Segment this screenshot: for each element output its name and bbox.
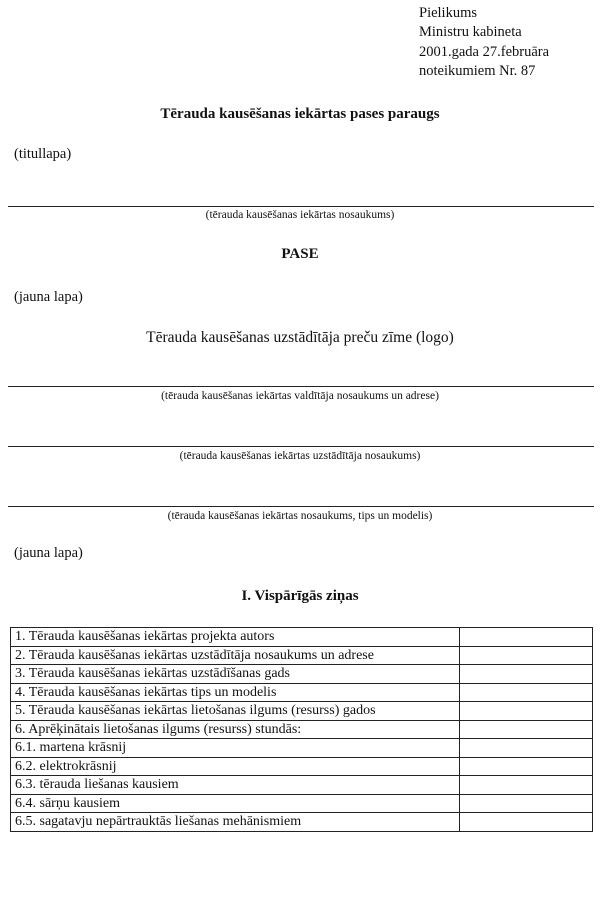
model-caption: (tērauda kausēšanas iekārtas nosaukums, tips un modelis) [167,510,433,522]
table-row [11,702,593,721]
general-info-table [10,627,593,832]
row-label: 2. Tērauda kausēšanas iekārtas uzstādītāja nosaukums un adrese [11,646,460,665]
title-page-note: (titullapa) [14,146,72,162]
table-row [11,739,593,758]
annex-line: Pielikums [419,5,478,21]
table-row [11,628,593,647]
equipment-name-caption: (tērauda kausēšanas iekārtas nosaukums) [205,209,395,221]
fill-line [8,386,594,387]
new-page-note: (jauna lapa) [14,289,83,305]
row-label: 5. Tērauda kausēšanas iekārtas lietošanas ilgums (resurss) gados [11,702,460,721]
annex-line: 2001.gada 27.februāra [419,43,550,60]
row-value[interactable] [460,683,593,702]
row-label: 1. Tērauda kausēšanas iekārtas projekta autors [11,628,460,647]
row-label: 3. Tērauda kausēšanas iekārtas uzstādīšanas gads [11,665,460,684]
row-value[interactable] [460,646,593,665]
table-row [11,665,593,684]
row-value[interactable] [460,628,593,647]
row-label: 6.3. tērauda liešanas kausiem [11,776,460,795]
fill-line [8,206,594,207]
table-row [11,776,593,795]
owner-caption: (tērauda kausēšanas iekārtas valdītāja nosaukums un adrese) [161,390,439,402]
table-row [11,646,593,665]
table-row [11,794,593,813]
fill-line [8,506,594,507]
section-heading: I. Vispārīgās ziņas [241,588,359,604]
installer-caption: (tērauda kausēšanas iekārtas uzstādītāja nosaukums) [179,450,421,462]
new-page-note: (jauna lapa) [14,545,83,561]
table-row [11,720,593,739]
table-row [11,813,593,832]
annex-line: noteikumiem Nr. 87 [419,63,536,80]
table-row [11,757,593,776]
annex-reference [419,4,549,82]
row-label: 6.1. martena krāsnij [11,739,460,758]
row-value[interactable] [460,757,593,776]
row-label: 6.2. elektrokrāsnij [11,757,460,776]
annex-line: Ministru kabineta [419,24,522,41]
row-label: 6. Aprēķinātais lietošanas ilgums (resurss) stundās: [11,720,460,739]
row-value[interactable] [460,739,593,758]
pase-heading: PASE [281,246,319,262]
row-value[interactable] [460,702,593,721]
logo-placeholder: Tērauda kausēšanas uzstādītāja preču zīme (logo) [146,329,454,346]
document-title: Tērauda kausēšanas iekārtas pases paraugs [160,106,440,122]
fill-line [8,446,594,447]
row-value[interactable] [460,720,593,739]
row-label: 6.4. sārņu kausiem [11,794,460,813]
row-label: 4. Tērauda kausēšanas iekārtas tips un modelis [11,683,460,702]
row-label: 6.5. sagatavju nepārtrauktās liešanas mehānismiem [11,813,460,832]
row-value[interactable] [460,665,593,684]
table-row [11,683,593,702]
row-value[interactable] [460,776,593,795]
row-value[interactable] [460,813,593,832]
row-value[interactable] [460,794,593,813]
